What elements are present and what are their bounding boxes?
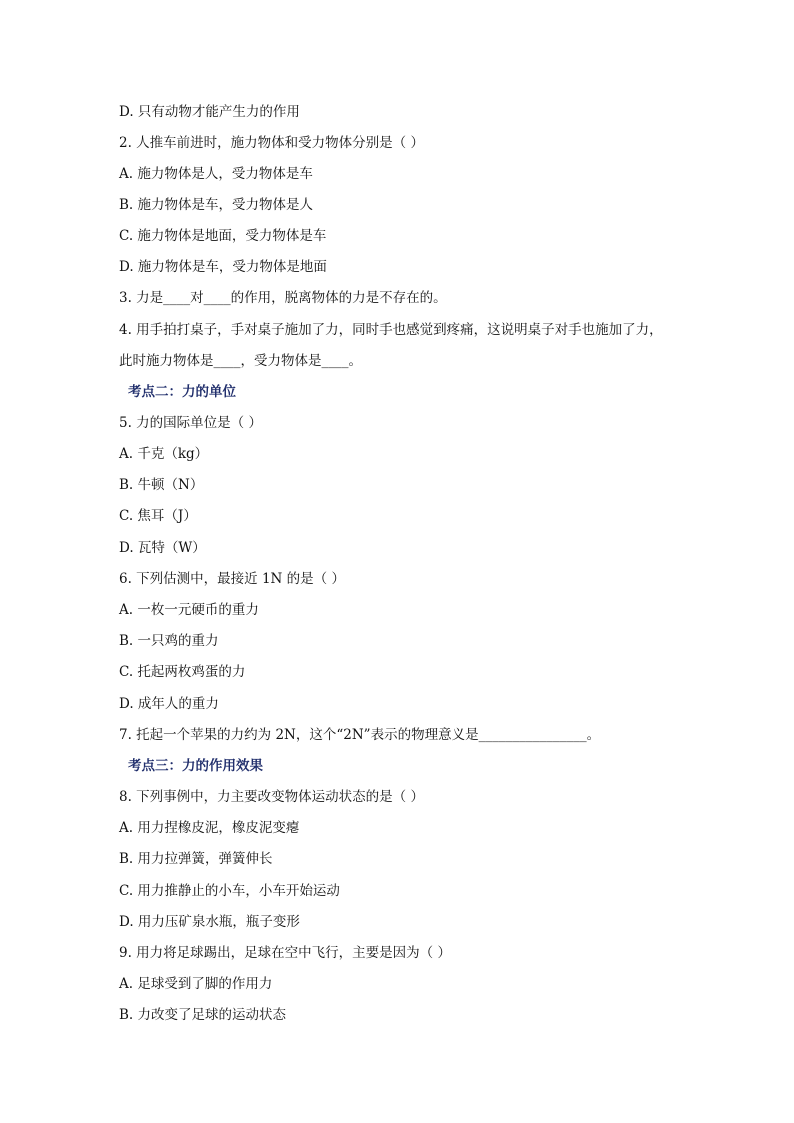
question-9: 9. 用力将足球踢出，足球在空中飞行，主要是因为（ ）	[119, 945, 451, 961]
option-a-q8: A. 用力捏橡皮泥，橡皮泥变瘪	[119, 820, 300, 836]
question-4: 4. 用手拍打桌子，手对桌子施加了力，同时手也感觉到疼痛，这说明桌子对手也施加了力，	[119, 322, 663, 338]
option-b-q5: B. 牛顿（N）	[119, 477, 204, 493]
option-d-q8: D. 用力压矿泉水瓶，瓶子变形	[119, 914, 300, 930]
option-d-q1: D. 只有动物才能产生力的作用	[119, 104, 300, 120]
option-a-q9: A. 足球受到了脚的作用力	[119, 976, 273, 992]
option-a-q5: A. 千克（kg）	[119, 446, 209, 462]
option-b-q6: B. 一只鸡的重力	[119, 633, 219, 649]
option-c-q8: C. 用力推静止的小车，小车开始运动	[119, 883, 340, 899]
question-5: 5. 力的国际单位是（ ）	[119, 415, 262, 431]
section-heading-effect: 考点三：力的作用效果	[128, 758, 263, 774]
section-heading-unit: 考点二：力的单位	[128, 384, 236, 400]
option-d-q6: D. 成年人的重力	[119, 696, 219, 712]
question-7: 7. 托起一个苹果的力约为 2N，这个“2N”表示的物理意义是________________。	[119, 727, 601, 743]
question-4-continued: 此时施力物体是____，受力物体是____。	[119, 353, 362, 369]
option-c-q6: C. 托起两枚鸡蛋的力	[119, 664, 246, 680]
option-b-q2: B. 施力物体是车，受力物体是人	[119, 197, 314, 213]
option-d-q5: D. 瓦特（W）	[119, 540, 206, 556]
question-3: 3. 力是____对____的作用，脱离物体的力是不存在的。	[119, 290, 447, 306]
option-b-q9: B. 力改变了足球的运动状态	[119, 1007, 287, 1023]
option-c-q5: C. 焦耳（J）	[119, 508, 197, 524]
option-a-q6: A. 一枚一元硬币的重力	[119, 602, 259, 618]
question-2: 2. 人推车前进时，施力物体和受力物体分别是（ ）	[119, 135, 424, 151]
option-c-q2: C. 施力物体是地面，受力物体是车	[119, 228, 327, 244]
question-8: 8. 下列事例中，力主要改变物体运动状态的是（ ）	[119, 789, 424, 805]
question-6: 6. 下列估测中，最接近 1N 的是（ ）	[119, 571, 345, 587]
option-b-q8: B. 用力拉弹簧，弹簧伸长	[119, 851, 273, 867]
option-d-q2: D. 施力物体是车，受力物体是地面	[119, 259, 327, 275]
option-a-q2: A. 施力物体是人，受力物体是车	[119, 166, 313, 182]
